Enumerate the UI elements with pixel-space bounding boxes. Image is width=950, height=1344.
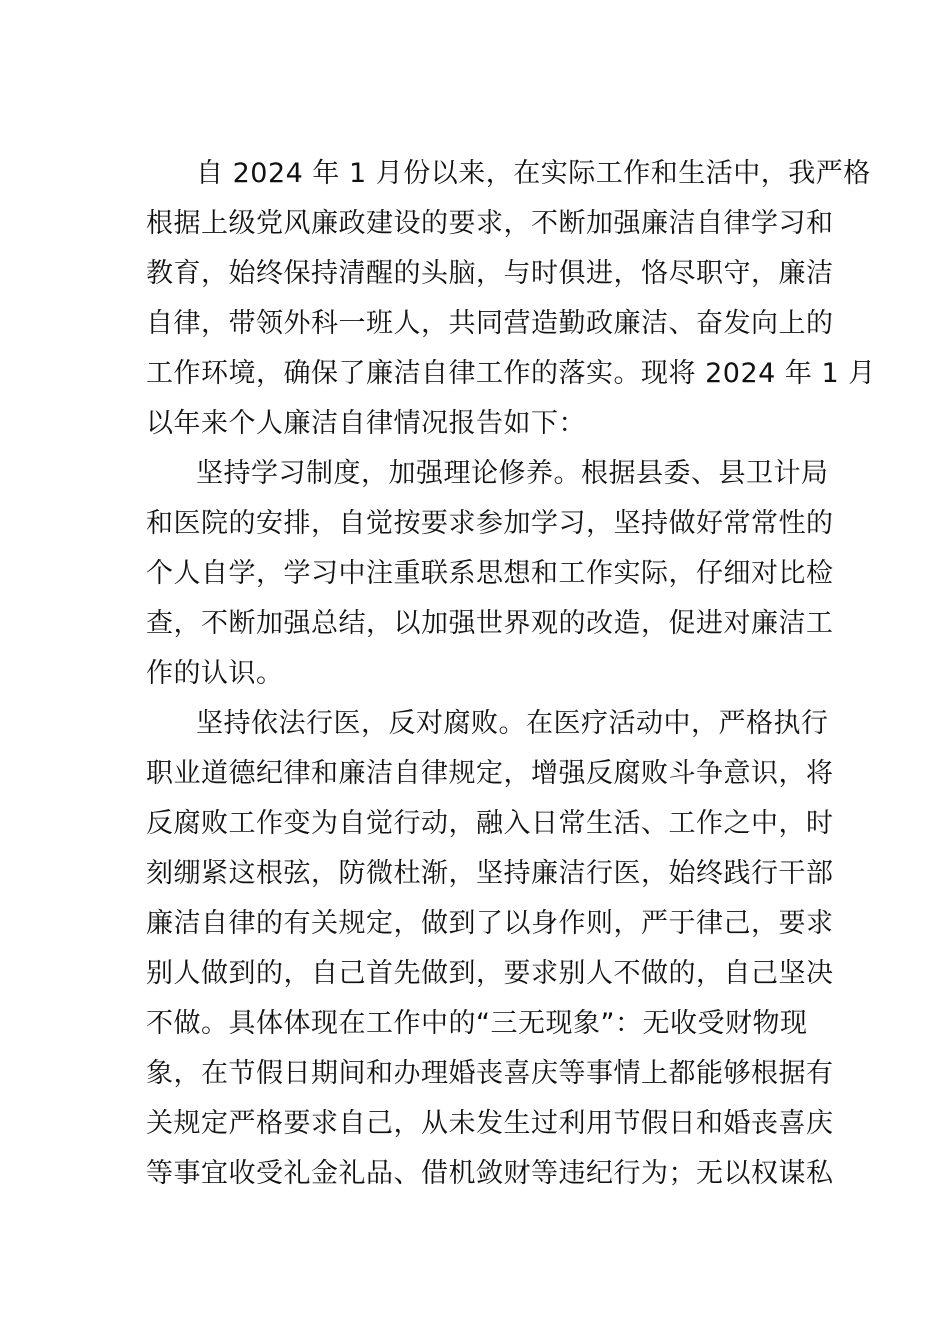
- text-line: 廉洁自律的有关规定，做到了以身作则，严于律己，要求: [146, 908, 834, 939]
- text-line: 别人做到的，自己首先做到，要求别人不做的，自己坚决: [146, 958, 834, 989]
- text-line: 坚持学习制度，加强理论修养。根据县委、县卫计局: [196, 458, 829, 489]
- text-line: 反腐败工作变为自觉行动，融入日常生活、工作之中，时: [146, 808, 834, 839]
- text-line: 刻绷紧这根弦，防微杜渐，坚持廉洁行医，始终践行干部: [146, 858, 834, 889]
- text-line: 自 2024 年 1 月份以来，在实际工作和生活中，我严格: [196, 158, 871, 189]
- text-line: 自律，带领外科一班人，共同营造勤政廉洁、奋发向上的: [146, 308, 834, 339]
- text-line: 象，在节假日期间和办理婚丧喜庆等事情上都能够根据有: [146, 1058, 834, 1089]
- text-line: 不做。具体体现在工作中的“三无现象”：无收受财物现: [146, 1008, 808, 1039]
- text-line: 教育，始终保持清醒的头脑，与时俱进，恪尽职守，廉洁: [146, 258, 834, 289]
- text-line: 和医院的安排，自觉按要求参加学习，坚持做好常常性的: [146, 508, 834, 539]
- text-line: 根据上级党风廉政建设的要求，不断加强廉洁自律学习和: [146, 208, 834, 239]
- text-line: 个人自学，学习中注重联系思想和工作实际，仔细对比检: [146, 558, 834, 589]
- text-line: 等事宜收受礼金礼品、借机敛财等违纪行为；无以权谋私: [146, 1158, 834, 1189]
- text-line: 坚持依法行医，反对腐败。在医疗活动中，严格执行: [196, 708, 829, 739]
- text-line: 查，不断加强总结，以加强世界观的改造，促进对廉洁工: [146, 608, 834, 639]
- text-line: 职业道德纪律和廉洁自律规定，增强反腐败斗争意识，将: [146, 758, 834, 789]
- text-line: 作的认识。: [146, 658, 284, 689]
- text-line: 以年来个人廉洁自律情况报告如下：: [146, 408, 586, 439]
- text-line: 关规定严格要求自己，从未发生过利用节假日和婚丧喜庆: [146, 1108, 834, 1139]
- text-line: 工作环境，确保了廉洁自律工作的落实。现将 2024 年 1 月: [146, 358, 876, 389]
